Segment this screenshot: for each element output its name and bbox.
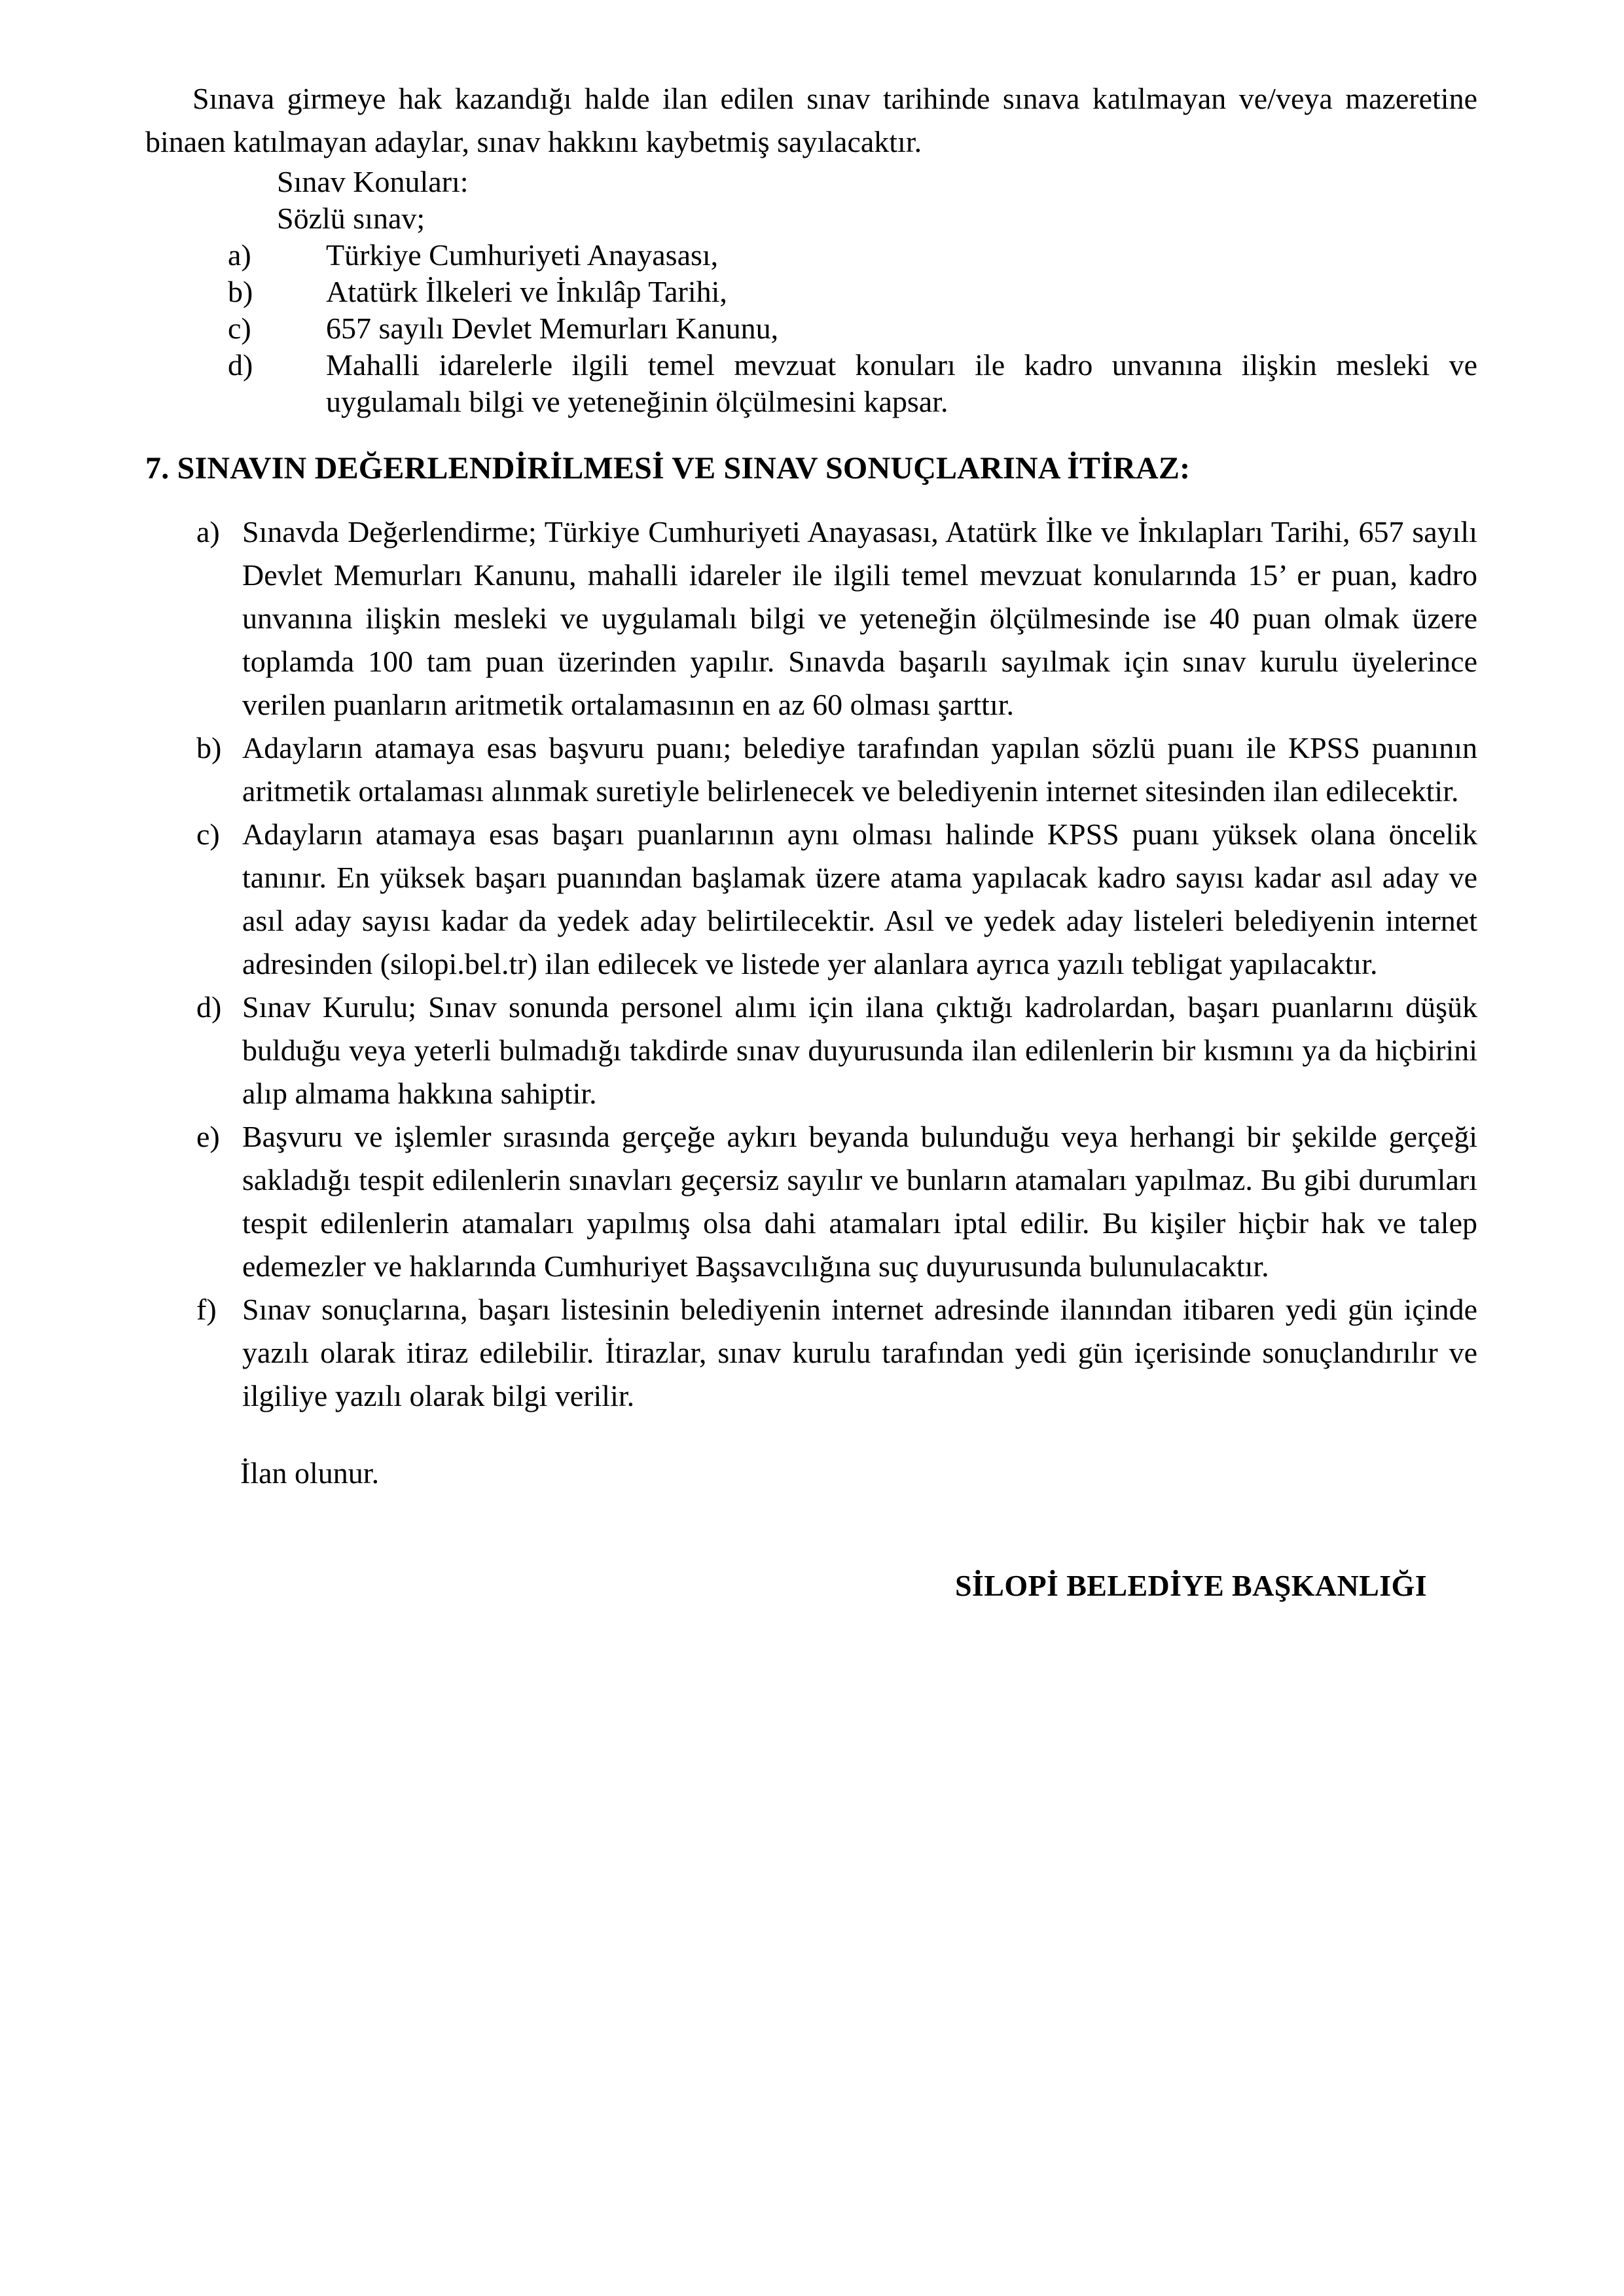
exam-type-label: Sözlü sınav;	[277, 202, 425, 235]
list-item-text: Adayların atamaya esas başarı puanlarının aynı olması halinde KPSS puanı yüksek olana öncelik tanınır. En yüksek başarı puanından başlamak üzere atama yapılacak kadro sayısı kadar asıl aday ve asıl aday sayısı kadar da yedek aday belirtilecektir. Asıl ve yedek aday listeleri belediyenin internet adresinden (silopi.bel.tr) ilan edilecek ve listede yer alanlara ayrıca yazılı tebligat yapılacaktır.	[242, 817, 1477, 980]
list-marker: f)	[196, 1293, 217, 1326]
list-item-text: Atatürk İlkeleri ve İnkılâp Tarihi,	[326, 275, 727, 308]
exam-subjects-label: Sınav Konuları:	[277, 165, 469, 198]
section-7-heading: 7. SINAVIN DEĞERLENDİRİLMESİ VE SINAV SONUÇLARINA İTİRAZ:	[145, 451, 1191, 486]
list-marker: e)	[196, 1120, 220, 1153]
document-content	[145, 77, 1477, 1606]
list-marker: d)	[196, 990, 222, 1024]
list-item	[196, 986, 1477, 1115]
exam-topics-list	[145, 237, 1477, 420]
list-marker: a)	[228, 238, 251, 272]
signature-block: SİLOPİ BELEDİYE BAŞKANLIĞI	[954, 1569, 1428, 1602]
list-item-text: Mahalli idarelerle ilgili temel mevzuat konuları ile kadro unvanına ilişkin mesleki ve uygulamalı bilgi ve yeteneğinin ölçülmesini kapsar.	[326, 348, 1477, 418]
list-item	[196, 511, 1477, 726]
closing-announcement: İlan olunur.	[240, 1456, 380, 1490]
list-item	[196, 813, 1477, 986]
list-item	[228, 347, 1477, 420]
list-marker: b)	[196, 731, 222, 764]
list-item	[228, 310, 1477, 347]
list-item-text: Başvuru ve işlemler sırasında gerçeğe aykırı beyanda bulunduğu veya herhangi bir şekilde gerçeği sakladığı tespit edilenlerin sınavları geçersiz sayılır ve bunların atamaları yapılmaz. Bu gibi durumları tespit edilenlerin atamaları yapılmış olsa dahi atamaları iptal edilir. Bu kişiler hiçbir hak ve talep edemezler ve haklarında Cumhuriyet Başsavcılığına suç duyurusunda bulunulacaktır.	[242, 1120, 1477, 1283]
section-7-list	[145, 511, 1477, 1418]
list-item-text: Adayların atamaya esas başvuru puanı; belediye tarafından yapılan sözlü puanı ile KPSS puanının aritmetik ortalaması alınmak suretiyle belirlenecek ve belediyenin internet sitesinden ilan edilecektir.	[242, 731, 1477, 808]
list-item-text: 657 sayılı Devlet Memurları Kanunu,	[326, 312, 779, 345]
list-marker: c)	[196, 817, 220, 851]
list-item	[228, 274, 1477, 310]
list-item-text: Türkiye Cumhuriyeti Anayasası,	[326, 238, 719, 272]
list-marker: a)	[196, 515, 220, 548]
list-marker: c)	[228, 312, 251, 345]
list-item-text: Sınavda Değerlendirme; Türkiye Cumhuriyeti Anayasası, Atatürk İlke ve İnkılapları Tarihi, 657 sayılı Devlet Memurları Kanunu, mahalli idareler ile ilgili temel mevzuat konularında 15’ er puan, kadro unvanına ilişkin mesleki ve uygulamalı bilgi ve yeteneğin ölçülmesinde ise 40 puan olmak üzere toplamda 100 tam puan üzerinden yapılır. Sınavda başarılı sayılmak için sınav kurulu üyelerince verilen puanların aritmetik ortalamasının en az 60 olması şarttır.	[242, 515, 1477, 721]
intro-paragraph: Sınava girmeye hak kazandığı halde ilan edilen sınav tarihinde sınava katılmayan ve/veya mazeretine binaen katılmayan adaylar, sınav hakkını kaybetmiş sayılacaktır.	[145, 82, 1477, 158]
list-item	[196, 726, 1477, 813]
list-item-text: Sınav sonuçlarına, başarı listesinin belediyenin internet adresinde ilanından itibaren yedi gün içinde yazılı olarak itiraz edilebilir. İtirazlar, sınav kurulu tarafından yedi gün içerisinde sonuçlandırılır ve ilgiliye yazılı olarak bilgi verilir.	[242, 1293, 1477, 1412]
list-item-text: Sınav Kurulu; Sınav sonunda personel alımı için ilana çıktığı kadrolardan, başarı puanlarını düşük bulduğu veya yeterli bulmadığı takdirde sınav duyurusunda ilan edilenlerin bir kısmını ya da hiçbirini alıp almama hakkına sahiptir.	[242, 990, 1477, 1110]
list-item	[196, 1115, 1477, 1288]
list-marker: b)	[228, 275, 253, 308]
list-item	[196, 1288, 1477, 1418]
list-item	[228, 237, 1477, 274]
list-marker: d)	[228, 348, 253, 382]
